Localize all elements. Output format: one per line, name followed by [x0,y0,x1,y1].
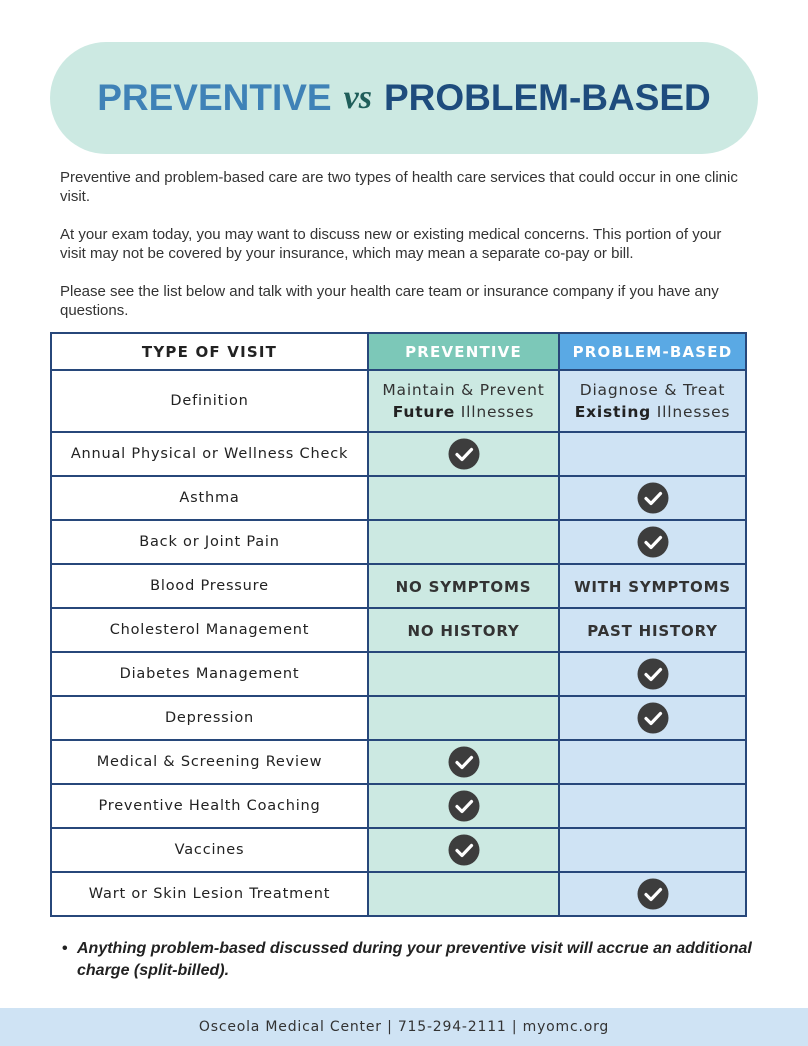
footer [0,1008,808,1046]
billing-note [62,938,752,982]
header-preventive: PREVENTIVE [368,333,559,370]
table-row [51,608,746,652]
title-preventive: PREVENTIVE [97,77,332,118]
problem-cell [559,476,746,520]
intro-paragraph-2: At your exam today, you may want to discuss new or existing medical concerns. This portion of your visit may not be covered by your insurance, which may mean a separate co-pay or bill. [60,226,722,262]
intro-paragraph-1: Preventive and problem-based care are two types of health care services that could occur in one clinic visit. [60,169,738,205]
definition-label: Definition [51,370,368,432]
visit-type-label: Medical & Screening Review [51,740,368,784]
title-problem-based: PROBLEM-BASED [383,77,711,118]
visit-type-label: Annual Physical or Wellness Check [51,432,368,476]
preventive-cell [368,608,559,652]
problem-cell [559,696,746,740]
billing-note-text: Anything problem-based discussed during your preventive visit will accrue an additional charge (split-billed). [77,940,752,979]
title-vs: vs [343,79,372,116]
visit-type-label: Vaccines [51,828,368,872]
preventive-cell-text: NO HISTORY [407,621,520,640]
check-icon [637,702,669,734]
visit-type-label: Cholesterol Management [51,608,368,652]
footer-contact: Osceola Medical Center | 715-294-2111 | myomc.org [198,1019,610,1035]
check-icon [448,790,480,822]
title-banner [50,42,758,154]
problem-cell [559,520,746,564]
preventive-definition-bold: Future [392,403,456,421]
visit-type-label: Asthma [51,476,368,520]
table-row [51,872,746,916]
preventive-cell [368,696,559,740]
preventive-cell [368,828,559,872]
table-row [51,828,746,872]
definition-row [51,370,746,432]
check-icon [637,526,669,558]
preventive-cell [368,564,559,608]
problem-cell-text: WITH SYMPTOMS [574,577,731,596]
preventive-cell [368,432,559,476]
preventive-definition [368,370,559,432]
preventive-cell [368,652,559,696]
check-icon [637,658,669,690]
table-header-row [51,333,746,370]
problem-cell [559,784,746,828]
preventive-definition-rest: Illnesses [455,403,535,421]
visit-type-label: Diabetes Management [51,652,368,696]
visit-type-label: Wart or Skin Lesion Treatment [51,872,368,916]
problem-cell [559,828,746,872]
preventive-cell [368,476,559,520]
preventive-cell [368,740,559,784]
problem-cell [559,432,746,476]
visit-type-label: Back or Joint Pain [51,520,368,564]
header-type-of-visit: TYPE OF VISIT [51,333,368,370]
table-row [51,696,746,740]
problem-cell [559,652,746,696]
preventive-cell [368,520,559,564]
intro-paragraph-3: Please see the list below and talk with your health care team or insurance company if you have any questions. [60,283,719,319]
problem-cell-text: PAST HISTORY [587,621,718,640]
table-row [51,652,746,696]
table-row [51,564,746,608]
problem-cell [559,872,746,916]
preventive-cell [368,784,559,828]
problem-definition-bold: Existing [574,403,652,421]
check-icon [637,482,669,514]
table-row [51,432,746,476]
table-row [51,740,746,784]
comparison-table [50,332,747,917]
visit-type-label: Preventive Health Coaching [51,784,368,828]
bullet-icon: • [62,940,68,957]
problem-cell [559,564,746,608]
preventive-cell-text: NO SYMPTOMS [395,577,532,596]
problem-definition [559,370,746,432]
check-icon [448,746,480,778]
check-icon [448,834,480,866]
problem-definition-rest: Illnesses [651,403,731,421]
header-problem-based: PROBLEM-BASED [559,333,746,370]
visit-type-label: Depression [51,696,368,740]
page-title [50,42,758,154]
check-icon [637,878,669,910]
visit-type-label: Blood Pressure [51,564,368,608]
check-icon [448,438,480,470]
problem-cell [559,740,746,784]
problem-cell [559,608,746,652]
table-row [51,784,746,828]
preventive-cell [368,872,559,916]
table-row [51,476,746,520]
preventive-definition-line1: Maintain & Prevent [382,381,545,399]
problem-definition-line1: Diagnose & Treat [579,381,726,399]
table-row [51,520,746,564]
